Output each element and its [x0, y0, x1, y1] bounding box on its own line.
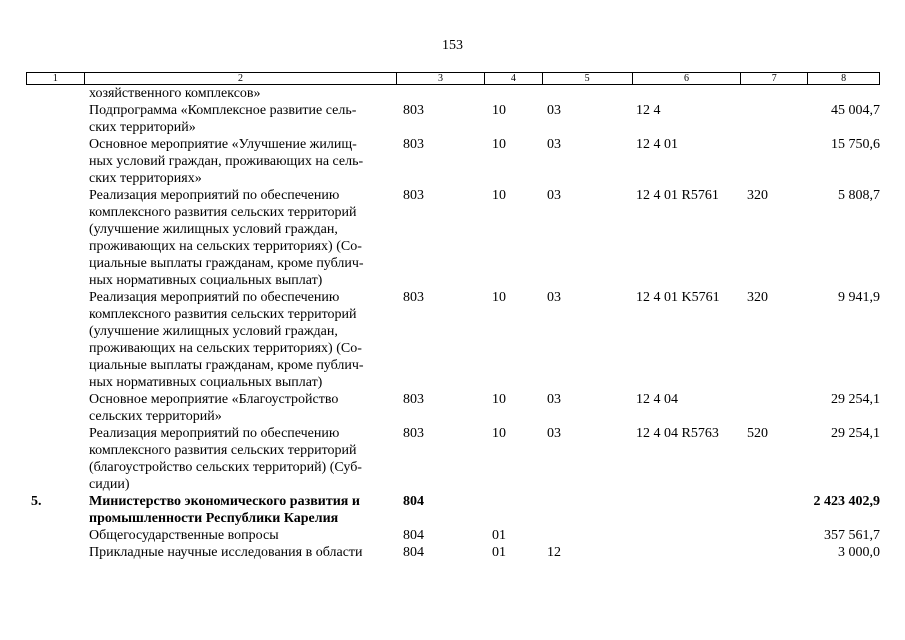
item-name-cell: Общегосударственные вопросы: [89, 528, 279, 543]
table-header-row: [26, 72, 880, 85]
department-code-cell: 803: [403, 188, 424, 203]
item-name-cell: Реализация мероприятий по обеспечению комплексного развития сельских территорий (улучшение жилищных условий граждан, проживающих на сельских территориях) (Со- циальные выплаты гражданам, кроме публич- ных нормативных социальных выплат): [89, 188, 364, 288]
amount-cell: 2 423 402,9: [813, 494, 880, 509]
row-number-cell: [26, 391, 84, 425]
item-name-cell: хозяйственного комплексов»: [89, 86, 261, 101]
subsection-code-cell: 03: [547, 392, 561, 407]
expense-type-cell: [742, 102, 809, 136]
item-name-cell: Реализация мероприятий по обеспечению комплексного развития сельских территорий (улучшение жилищных условий граждан, проживающих на сельских территориях) (Со- циальные выплаты гражданам, кроме публич- ных нормативных социальных выплат): [89, 290, 364, 390]
target-article-cell: 12 4 01: [636, 137, 678, 152]
section-code-cell: 10: [492, 426, 506, 441]
table-body: [26, 85, 880, 561]
section-code-cell: 10: [492, 392, 506, 407]
expense-type-cell: [742, 136, 809, 187]
table-row: [26, 85, 880, 102]
column-header: 6: [633, 73, 742, 84]
department-code-cell: 803: [403, 392, 424, 407]
expense-type-cell: [742, 391, 809, 425]
item-name-cell: Реализация мероприятий по обеспечению комплексного развития сельских территорий (благоустройство сельских территорий) (Суб- сидии): [89, 426, 362, 492]
section-code-cell: 10: [492, 137, 506, 152]
item-name-cell: Основное мероприятие «Благоустройство сельских территорий»: [89, 392, 339, 424]
column-header: 1: [27, 73, 85, 84]
subsection-code-cell: 03: [547, 290, 561, 305]
amount-cell: 9 941,9: [838, 290, 880, 305]
item-name-cell: Министерство экономического развития и промышленности Республики Карелия: [89, 494, 360, 526]
section-code-cell: 01: [492, 545, 506, 560]
page-number: 153: [442, 38, 463, 53]
row-number-cell: [26, 527, 84, 544]
budget-table: [26, 72, 880, 561]
amount-cell: 29 254,1: [831, 426, 880, 441]
section-code-cell: [485, 493, 543, 527]
target-article-cell: 12 4 04 R5763: [636, 426, 719, 441]
item-name-cell: Прикладные научные исследования в области: [89, 545, 363, 560]
subsection-code-cell: 03: [547, 137, 561, 152]
section-code-cell: 10: [492, 103, 506, 118]
column-header: 3: [397, 73, 485, 84]
table-row: [26, 544, 880, 561]
target-article-cell: [633, 544, 742, 561]
item-name-cell: Основное мероприятие «Улучшение жилищ- ных условий граждан, проживающих на сель- ских территориях»: [89, 137, 364, 186]
row-number-cell: [26, 85, 84, 102]
row-number-cell: [26, 544, 84, 561]
subsection-code-cell: [543, 85, 633, 102]
amount-cell: 29 254,1: [831, 392, 880, 407]
table-row: [26, 527, 880, 544]
department-code-cell: [397, 85, 485, 102]
target-article-cell: [633, 85, 742, 102]
amount-cell: 15 750,6: [831, 137, 880, 152]
row-number-cell: [26, 187, 84, 289]
department-code-cell: 804: [403, 545, 424, 560]
section-code-cell: 01: [492, 528, 506, 543]
subsection-code-cell: 03: [547, 103, 561, 118]
expense-type-cell: [742, 85, 809, 102]
department-code-cell: 804: [403, 494, 424, 509]
subsection-code-cell: 03: [547, 426, 561, 441]
amount-cell: [809, 85, 880, 102]
expense-type-cell: [742, 544, 809, 561]
target-article-cell: 12 4 01 R5761: [636, 188, 719, 203]
column-header: 4: [485, 73, 543, 84]
section-code-cell: 10: [492, 290, 506, 305]
expense-type-cell: [742, 527, 809, 544]
department-code-cell: 803: [403, 290, 424, 305]
row-number-cell: [26, 425, 84, 493]
target-article-cell: 12 4 04: [636, 392, 678, 407]
subsection-code-cell: 03: [547, 188, 561, 203]
department-code-cell: 803: [403, 137, 424, 152]
subsection-code-cell: 12: [547, 545, 561, 560]
row-number-cell: [26, 136, 84, 187]
row-number-cell: [26, 289, 84, 391]
row-number-cell: 5.: [31, 494, 42, 509]
department-code-cell: 803: [403, 103, 424, 118]
subsection-code-cell: [543, 527, 633, 544]
column-header: 5: [543, 73, 633, 84]
row-number-cell: [26, 102, 84, 136]
expense-type-cell: [742, 493, 809, 527]
table-row: [26, 289, 880, 391]
amount-cell: 357 561,7: [824, 528, 880, 543]
department-code-cell: 803: [403, 426, 424, 441]
target-article-cell: [633, 527, 742, 544]
amount-cell: 5 808,7: [838, 188, 880, 203]
target-article-cell: 12 4 01 K5761: [636, 290, 720, 305]
expense-type-cell: 520: [747, 426, 768, 441]
amount-cell: 3 000,0: [838, 545, 880, 560]
table-row: [26, 102, 880, 136]
target-article-cell: 12 4: [636, 103, 661, 118]
column-header: 7: [741, 73, 808, 84]
table-row: [26, 187, 880, 289]
target-article-cell: [633, 493, 742, 527]
item-name-cell: Подпрограмма «Комплексное развитие сель- ских территорий»: [89, 103, 357, 135]
table-row: [26, 425, 880, 493]
table-row: [26, 391, 880, 425]
subsection-code-cell: [543, 493, 633, 527]
column-header: 2: [85, 73, 397, 84]
column-header: 8: [841, 73, 847, 84]
section-code-cell: 10: [492, 188, 506, 203]
expense-type-cell: 320: [747, 290, 768, 305]
department-code-cell: 804: [403, 528, 424, 543]
expense-type-cell: 320: [747, 188, 768, 203]
table-row: [26, 493, 880, 527]
table-row: [26, 136, 880, 187]
section-code-cell: [485, 85, 543, 102]
amount-cell: 45 004,7: [831, 103, 880, 118]
